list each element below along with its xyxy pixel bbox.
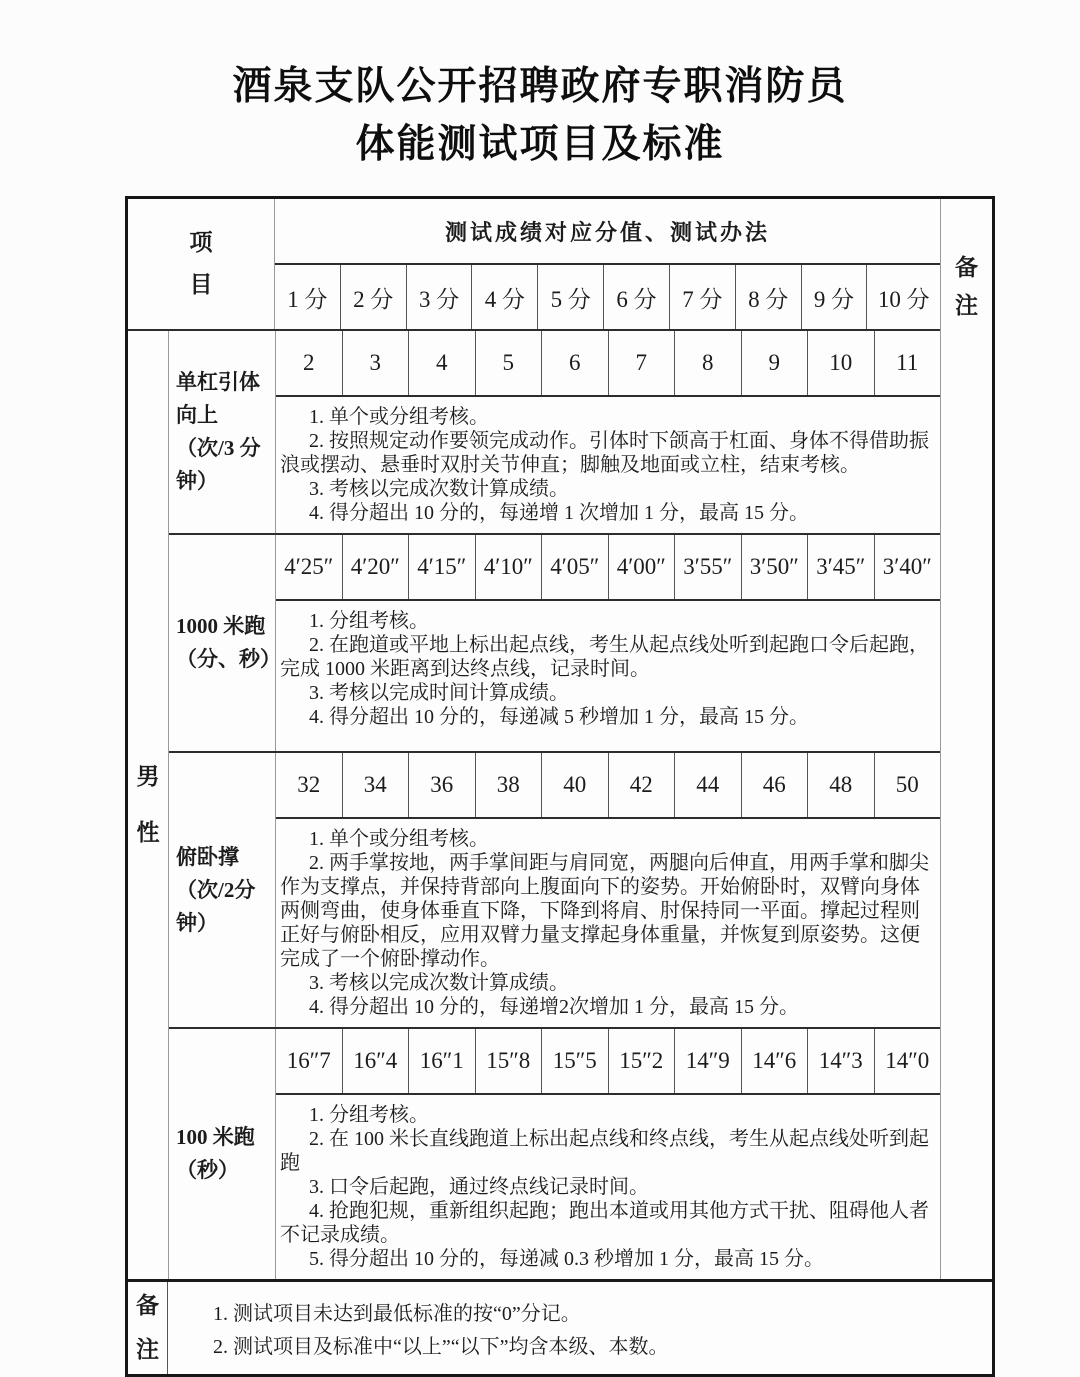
value-cell: 14″6 — [741, 1029, 808, 1093]
note-line: 1. 单个或分组考核。 — [309, 406, 489, 428]
footer-note-line: 1. 测试项目未达到最低标准的按“0”分记。 — [213, 1303, 581, 1325]
score-col-header: 4 分 — [471, 265, 537, 329]
value-cell: 44 — [674, 753, 741, 817]
note-line: 3. 口令后起跑，通过终点线记录时间。 — [309, 1176, 649, 1198]
item-values-row — [276, 331, 940, 397]
footer-note-line: 2. 测试项目及标准中“以上”“以下”均含本级、本数。 — [213, 1336, 669, 1358]
value-cell: 2 — [303, 350, 315, 375]
page-title-line1: 酒泉支队公开招聘政府专职消防员 — [232, 65, 848, 108]
value-cell: 34 — [342, 753, 409, 817]
value-cell: 3′40″ — [874, 535, 941, 599]
value-cell: 14″9 — [674, 1029, 741, 1093]
score-col-header: 8 分 — [735, 265, 801, 329]
footer-remark-label: 备注 — [136, 1293, 159, 1362]
item-values-row — [276, 753, 940, 819]
score-col-header: 7 分 — [669, 265, 735, 329]
footer-notes — [168, 1282, 992, 1374]
table-body — [128, 331, 940, 1279]
value-cell: 14″0 — [874, 1029, 941, 1093]
note-line: 3. 考核以完成次数计算成绩。 — [309, 972, 569, 994]
item-row-pushups — [169, 751, 940, 1027]
value-cell: 4′20″ — [342, 535, 409, 599]
table-header-row — [128, 199, 940, 331]
value-cell: 9 — [741, 331, 808, 395]
score-col-header: 3 分 — [406, 265, 472, 329]
value-cell: 42 — [608, 753, 675, 817]
value-cell: 14″3 — [807, 1029, 874, 1093]
score-col-header: 2 分 — [340, 265, 406, 329]
item-name: 单杠引体向上（次/3 分钟） — [169, 331, 276, 533]
note-line: 4. 得分超出 10 分的，每递减 5 秒增加 1 分，最高 15 分。 — [309, 706, 809, 728]
value-cell: 4′15″ — [408, 535, 475, 599]
item-body — [276, 753, 940, 1027]
item-notes — [276, 819, 940, 1027]
page-title — [0, 0, 1080, 174]
table-main — [128, 199, 992, 1279]
gender-cell — [128, 331, 168, 1279]
items-column — [168, 331, 940, 1279]
value-cell: 5 — [475, 331, 542, 395]
item-body — [276, 331, 940, 533]
item-body — [276, 1029, 940, 1279]
item-row-1000m-run — [169, 533, 940, 751]
value-cell: 3′55″ — [674, 535, 741, 599]
note-line: 2. 按照规定动作要领完成动作。引体时下颌高于杠面、身体不得借助振浪或摆动、悬垂时双肘关节伸直；脚触及地面或立柱，结束考核。 — [280, 430, 929, 476]
item-name: 100 米跑（秒） — [169, 1029, 276, 1279]
value-cell: 8 — [674, 331, 741, 395]
value-cell: 16″7 — [286, 1048, 331, 1073]
fitness-standards-table — [125, 196, 995, 1377]
footer-remark-cell — [128, 1282, 168, 1374]
remark-column — [940, 199, 992, 1279]
value-cell: 16″1 — [408, 1029, 475, 1093]
value-cell: 3 — [342, 331, 409, 395]
value-cell: 10 — [807, 331, 874, 395]
item-values-row — [276, 535, 940, 601]
value-cell: 38 — [475, 753, 542, 817]
gender-label: 男性 — [136, 764, 160, 845]
table-main-left — [128, 199, 940, 1279]
score-col-header: 5 分 — [537, 265, 603, 329]
note-line: 1. 单个或分组考核。 — [309, 828, 489, 850]
header-cell-item — [128, 199, 275, 329]
value-cell: 3′45″ — [807, 535, 874, 599]
note-line: 2. 在跑道或平地上标出起点线，考生从起点线处听到起跑口令后起跑，完成 1000 米距离到达终点线，记录时间。 — [280, 634, 929, 680]
note-line: 1. 分组考核。 — [309, 1104, 429, 1126]
value-cell: 15″2 — [608, 1029, 675, 1093]
score-col-header: 6 分 — [603, 265, 669, 329]
note-line: 2. 在 100 米长直线跑道上标出起点线和终点线，考生从起点线处听到起跑 — [280, 1128, 929, 1174]
value-cell: 16″4 — [342, 1029, 409, 1093]
value-cell: 36 — [408, 753, 475, 817]
value-cell: 4′05″ — [541, 535, 608, 599]
note-line: 1. 分组考核。 — [309, 610, 429, 632]
value-cell: 11 — [874, 331, 941, 395]
header-score-title: 测试成绩对应分值、测试办法 — [275, 199, 940, 265]
item-body — [276, 535, 940, 751]
item-notes — [276, 397, 940, 533]
note-line: 4. 得分超出 10 分的，每递增2次增加 1 分，最高 15 分。 — [309, 996, 799, 1018]
value-cell: 40 — [541, 753, 608, 817]
value-cell: 6 — [541, 331, 608, 395]
value-cell: 4 — [408, 331, 475, 395]
note-line: 4. 抢跑犯规，重新组织起跑；跑出本道或用其他方式干扰、阻碍他人者不记录成绩。 — [280, 1200, 929, 1246]
item-values-row — [276, 1029, 940, 1095]
score-col-header: 9 分 — [801, 265, 867, 329]
value-cell: 7 — [608, 331, 675, 395]
score-col-header: 10 分 — [866, 265, 940, 329]
value-cell: 4′10″ — [475, 535, 542, 599]
note-line: 4. 得分超出 10 分的，每递增 1 次增加 1 分，最高 15 分。 — [309, 502, 809, 524]
remark-header-cell — [941, 199, 992, 325]
item-row-pullups — [169, 331, 940, 533]
value-cell: 46 — [741, 753, 808, 817]
value-cell: 3′50″ — [741, 535, 808, 599]
value-cell: 15″8 — [475, 1029, 542, 1093]
item-name: 俯卧撑（次/2分钟） — [169, 753, 276, 1027]
value-cell: 32 — [297, 772, 321, 797]
item-name: 1000 米跑（分、秒） — [169, 535, 276, 751]
item-notes — [276, 1095, 940, 1279]
item-notes — [276, 601, 940, 751]
value-cell: 4′25″ — [284, 554, 334, 579]
note-line: 5. 得分超出 10 分的，每递减 0.3 秒增加 1 分，最高 15 分。 — [309, 1248, 824, 1270]
header-score-block — [275, 199, 940, 329]
remark-header-label: 备注 — [955, 255, 978, 318]
note-line: 2. 两手掌按地，两手掌间距与肩同宽，两腿向后伸直，用两手掌和脚尖作为支撑点，并保持背部向上腹面向下的姿势。开始俯卧时，双臂向身体两侧弯曲，使身体垂直下降，下降到将肩、肘保持同一平面。撑起过程则正好与俯卧相反，应用双臂力量支撑起身体重量，并恢复到原姿势。这便完成了一个俯卧撑动作。 — [280, 852, 929, 970]
note-line: 3. 考核以完成时间计算成绩。 — [309, 682, 569, 704]
footer-remark-row — [128, 1279, 992, 1374]
value-cell: 48 — [807, 753, 874, 817]
value-cell: 4′00″ — [608, 535, 675, 599]
item-row-100m-run — [169, 1027, 940, 1279]
value-cell: 15″5 — [541, 1029, 608, 1093]
page-title-line2: 体能测试项目及标准 — [355, 123, 725, 166]
header-item-label: 项目 — [189, 230, 213, 297]
note-line: 3. 考核以完成次数计算成绩。 — [309, 478, 569, 500]
value-cell: 50 — [874, 753, 941, 817]
score-col-header: 1 分 — [287, 286, 328, 312]
header-score-columns — [275, 265, 940, 329]
